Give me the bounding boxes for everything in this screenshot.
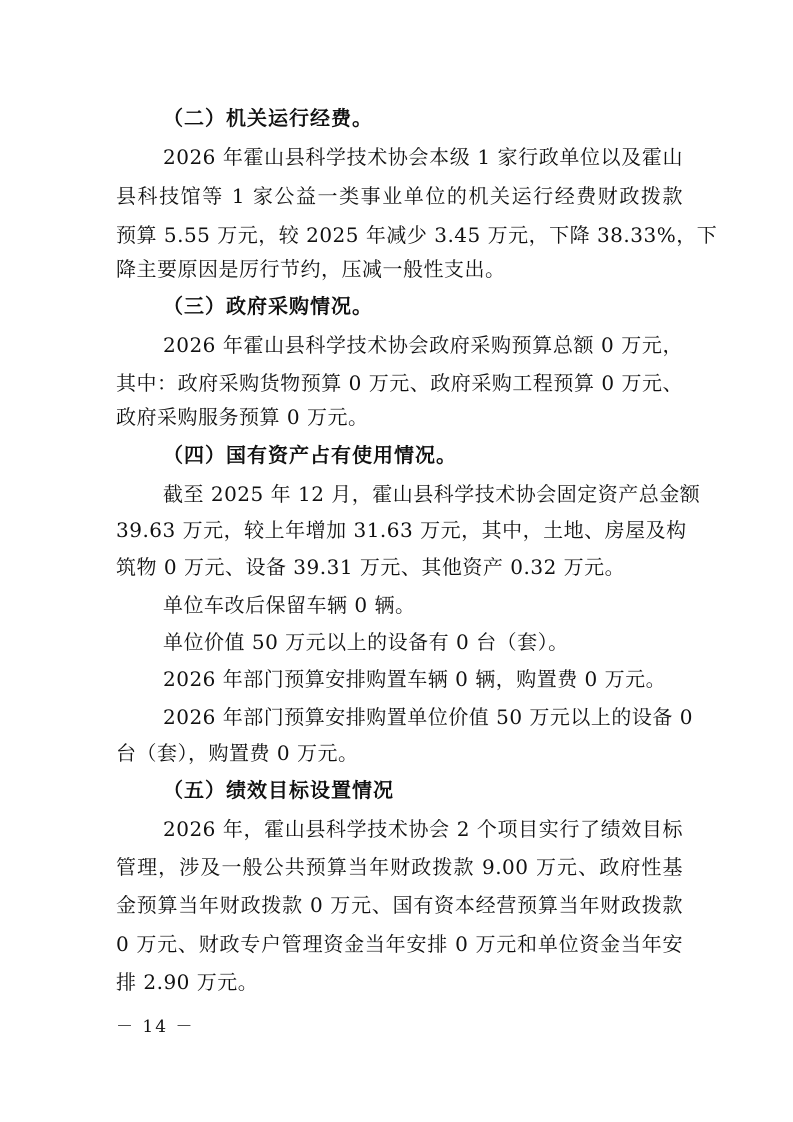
section-heading-operating-expenses: （二）机关运行经费。 bbox=[163, 106, 373, 130]
paragraph-line: 降主要原因是厉行节约，压减一般性支出。 bbox=[116, 257, 506, 281]
paragraph-line: 其中：政府采购货物预算 0 万元、政府采购工程预算 0 万元、 bbox=[116, 371, 683, 395]
paragraph-line: 2026 年霍山县科学技术协会本级 1 家行政单位以及霍山 bbox=[163, 145, 683, 169]
paragraph-line: 排 2.90 万元。 bbox=[116, 970, 259, 994]
section-heading-state-assets: （四）国有资产占有使用情况。 bbox=[163, 443, 457, 467]
paragraph-line: 2026 年霍山县科学技术协会政府采购预算总额 0 万元， bbox=[163, 333, 683, 357]
paragraph-line: 单位价值 50 万元以上的设备有 0 台（套）。 bbox=[163, 630, 569, 654]
paragraph-line: 政府采购服务预算 0 万元。 bbox=[116, 405, 369, 429]
paragraph-line: 县科技馆等 1 家公益一类事业单位的机关运行经费财政拨款 bbox=[116, 184, 683, 208]
paragraph-line: 台（套），购置费 0 万元。 bbox=[116, 741, 359, 765]
paragraph-line: 39.63 万元，较上年增加 31.63 万元，其中，土地、房屋及构 bbox=[116, 518, 687, 542]
paragraph-line: 2026 年部门预算安排购置车辆 0 辆，购置费 0 万元。 bbox=[163, 667, 667, 691]
page-number: － 14 － bbox=[116, 1017, 195, 1037]
paragraph-line: 截至 2025 年 12 月，霍山县科学技术协会固定资产总金额 bbox=[163, 482, 701, 506]
paragraph-line: 0 万元、财政专户管理资金当年安排 0 万元和单位资金当年安 bbox=[116, 932, 683, 956]
paragraph-line: 2026 年，霍山县科学技术协会 2 个项目实行了绩效目标 bbox=[163, 817, 683, 841]
paragraph-line: 筑物 0 万元、设备 39.31 万元、其他资产 0.32 万元。 bbox=[116, 555, 626, 579]
paragraph-line: 单位车改后保留车辆 0 辆。 bbox=[163, 593, 416, 617]
paragraph-line: 金预算当年财政拨款 0 万元、国有资本经营预算当年财政拨款 bbox=[116, 893, 683, 917]
section-heading-performance-targets: （五）绩效目标设置情况 bbox=[163, 778, 394, 802]
paragraph-line: 管理，涉及一般公共预算当年财政拨款 9.00 万元、政府性基 bbox=[116, 855, 683, 879]
section-heading-government-procurement: （三）政府采购情况。 bbox=[163, 294, 373, 318]
paragraph-line: 预算 5.55 万元，较 2025 年减少 3.45 万元，下降 38.33%，下 bbox=[116, 223, 718, 247]
paragraph-line: 2026 年部门预算安排购置单位价值 50 万元以上的设备 0 bbox=[163, 705, 694, 729]
